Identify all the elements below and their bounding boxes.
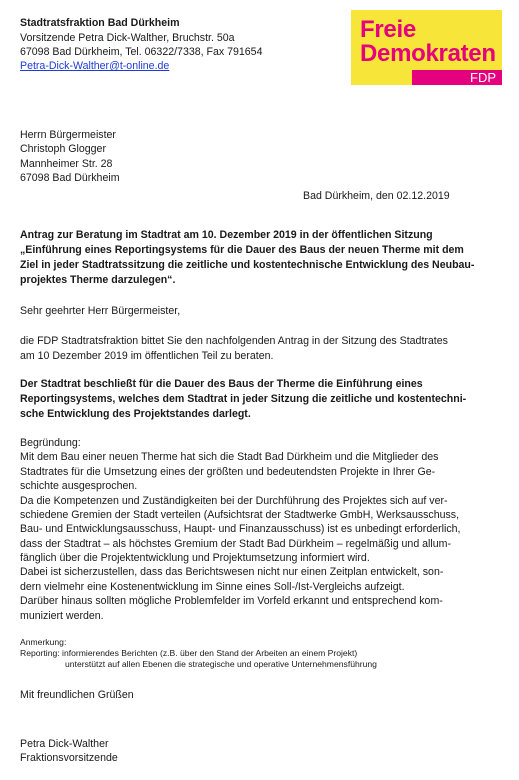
recipient-line-3: Mannheimer Str. 28 — [20, 158, 113, 170]
resolution-line-1: Der Stadtrat beschließt für die Dauer des Baus der Therme die Einführung eines — [20, 378, 423, 390]
note-title: Anmerkung: — [20, 637, 67, 647]
reasoning-line: dass der Stadtrat – als höchstes Gremium der Stadt Bad Dürkheim – regelmäßig und allum- — [20, 538, 452, 550]
subject-line-2: „Einführung eines Reportingsystems für die Dauer des Baus der neuen Therme mit dem — [20, 244, 464, 256]
note-line-2: unterstützt auf allen Ebenen die strategische und operative Unternehmensführung — [65, 659, 377, 669]
sender-line-1: Vorsitzende Petra Dick-Walther, Bruchstr. 50a — [20, 32, 235, 44]
recipient-line-4: 67098 Bad Dürkheim — [20, 172, 120, 184]
sender-name: Stadtratsfraktion Bad Dürkheim — [20, 17, 180, 29]
signature-name: Petra Dick-Walther — [20, 738, 109, 750]
signature-role: Fraktionsvorsitzende — [20, 752, 118, 764]
recipient-line-2: Christoph Glogger — [20, 143, 106, 155]
intro-line-2: am 10 Dezember 2019 im öffentlichen Teil zu beraten. — [20, 350, 274, 362]
recipient-line-1: Herrn Bürgermeister — [20, 129, 116, 141]
salutation: Sehr geehrter Herr Bürgermeister, — [20, 305, 181, 317]
fdp-logo — [351, 10, 502, 85]
reasoning-line: Bau- und Entwicklungsausschuss, Haupt- und Finanzausschuss) ist es unbedingt erforderlich, — [20, 523, 461, 535]
place-date: Bad Dürkheim, den 02.12.2019 — [303, 190, 450, 202]
logo-fdp-text: FDP — [470, 70, 496, 85]
reasoning-line: schiedene Gremien der Stadt verteilen (Aufsichtsrat der Stadtwerke GmbH, Werksausschuss, — [20, 509, 460, 521]
intro-line-1: die FDP Stadtratsfraktion bittet Sie den nachfolgenden Antrag in der Sitzung des Stadtrates — [20, 335, 448, 347]
reasoning-line: Stadtrates für die Umsetzung eines der größten und bedeutendsten Projekte in Ihrer Ge- — [20, 466, 436, 478]
reasoning-line: fänglich über die Projektentwicklung und Projektumsetzung informiert wird. — [20, 552, 370, 564]
reasoning-line: dern vielmehr eine Kostenentwicklung im Sinne eines Soll-/Ist-Vergleichs aufzeigt. — [20, 581, 405, 593]
subject-line-3: Ziel in jeder Stadtratssitzung die zeitliche und kostentechnische Entwicklung des Neubau- — [20, 259, 475, 271]
sender-line-2: 67098 Bad Dürkheim, Tel. 06322/7338, Fax 791654 — [20, 46, 263, 58]
resolution-line-3: sche Entwicklung des Projektstandes darlegt. — [20, 408, 251, 420]
reasoning-line: Da die Kompetenzen und Zuständigkeiten bei der Durchführung des Projektes sich auf ver- — [20, 495, 448, 507]
reasoning-line: Darüber hinaus sollten mögliche Problemfelder im Vorfeld erkannt und entsprechend kom- — [20, 595, 443, 607]
sender-email-link[interactable]: Petra-Dick-Walther@t-online.de — [20, 60, 170, 72]
reasoning-line: schichte ausgesprochen. — [20, 480, 138, 492]
reasoning-heading: Begründung: — [20, 437, 81, 449]
resolution-line-2: Reportingsystems, welches dem Stadtrat in jeder Sitzung die zeitliche und kostentechni- — [20, 393, 467, 405]
subject-line-4: projektes Therme darzulegen“. — [20, 274, 176, 286]
logo-word-demokraten: Demokraten — [360, 40, 496, 67]
logo-word-freie: Freie — [360, 16, 416, 43]
reasoning-line: Mit dem Bau einer neuen Therme hat sich die Stadt Bad Dürkheim und die Mitglieder des — [20, 451, 439, 463]
reasoning-line: Dabei ist sicherzustellen, dass das Berichtswesen nicht nur einen Zeitplan entwickelt, son- — [20, 566, 444, 578]
closing: Mit freundlichen Grüßen — [20, 689, 134, 701]
note-line-1: Reporting: informierendes Berichten (z.B. über den Stand der Arbeiten an einem Projekt) — [20, 648, 358, 658]
subject-line-1: Antrag zur Beratung im Stadtrat am 10. Dezember 2019 in der öffentlichen Sitzung — [20, 229, 433, 241]
reasoning-line: muniziert werden. — [20, 610, 104, 622]
